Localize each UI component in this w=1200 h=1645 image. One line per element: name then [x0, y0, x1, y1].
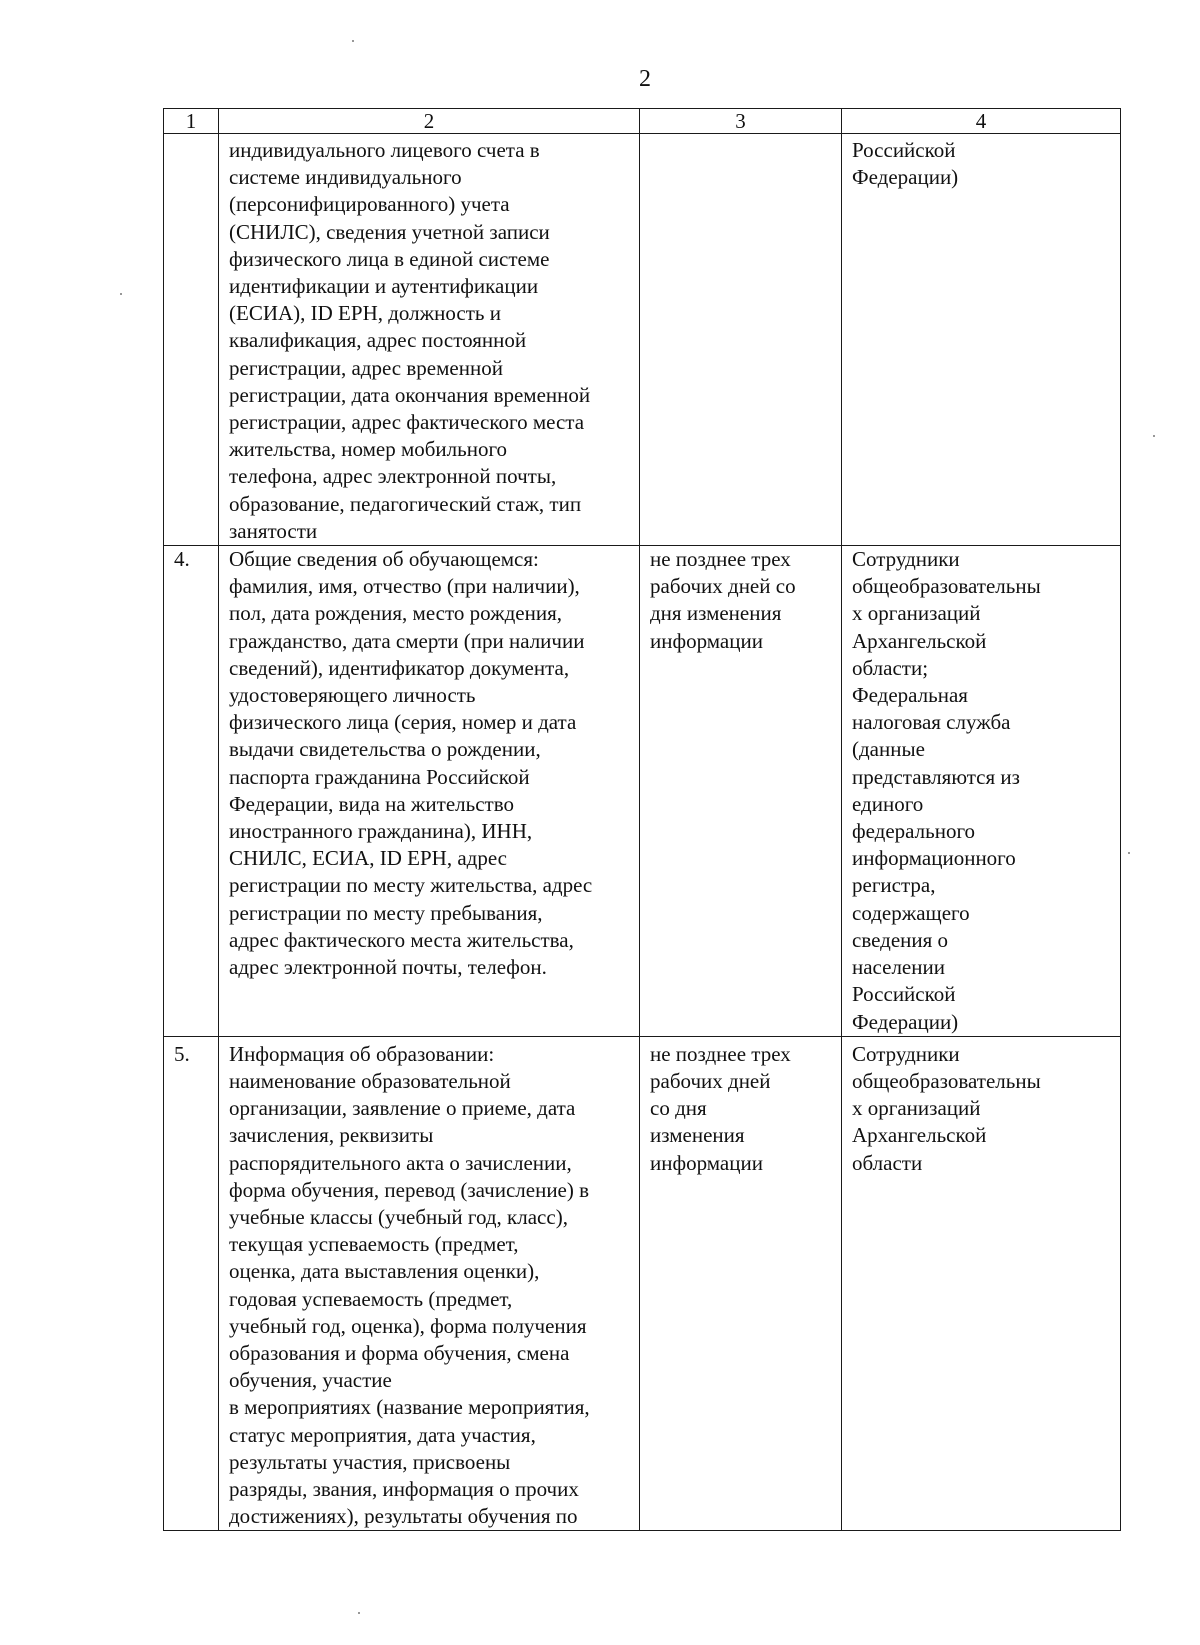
cell-text-line: выдачи свидетельства о рождении, — [229, 737, 541, 762]
cell-text-line: Архангельской — [852, 628, 987, 653]
cell-text-line: СНИЛС, ЕСИА, ID ЕРН, адрес — [229, 846, 508, 871]
cell-text-line: х организаций — [852, 1096, 981, 1121]
cell-text-line: Сотрудники — [852, 1041, 960, 1066]
cell-text-line: регистрации, дата окончания временной — [229, 382, 591, 407]
cell-text-line: квалификация, адрес постоянной — [229, 328, 527, 353]
cell-text-line: организации, заявление о приеме, дата — [229, 1096, 576, 1121]
column-header: 2 — [219, 109, 640, 134]
cell-text-line: (данные — [852, 737, 925, 762]
cell-text-line: (персонифицированного) учета — [229, 192, 510, 217]
cell-text-line: х организаций — [852, 601, 981, 626]
scan-speck — [352, 40, 354, 42]
page-number: 2 — [639, 66, 651, 92]
scan-speck — [1128, 852, 1130, 854]
scan-speck — [120, 293, 122, 295]
recipients-cell — [842, 134, 1121, 546]
table-row — [164, 546, 1121, 1037]
cell-text-line: Общие сведения об обучающемся: — [229, 547, 539, 572]
cell-text-line: образования и форма обучения, смена — [229, 1340, 570, 1365]
cell-text-line: статус мероприятия, дата участия, — [229, 1422, 536, 1447]
cell-text-line: регистрации, адрес фактического места — [229, 410, 585, 435]
recipients-cell — [842, 1036, 1121, 1531]
cell-text-line: (СНИЛС), сведения учетной записи — [229, 219, 550, 244]
cell-text-line: информации — [650, 1150, 763, 1175]
cell-text-line: жительства, номер мобильного — [229, 437, 508, 462]
cell-text-line: населении — [852, 955, 945, 980]
row-number — [164, 134, 219, 546]
cell-text-line: не позднее трех — [650, 547, 791, 572]
cell-text-line: в мероприятиях (название мероприятия, — [229, 1395, 590, 1420]
cell-text-line: Федерации) — [852, 165, 959, 190]
cell-text-line: Российской — [852, 138, 956, 162]
cell-text-line: Архангельской — [852, 1123, 987, 1148]
description-cell — [219, 1036, 640, 1531]
cell-text-line: содержащего — [852, 900, 970, 925]
cell-text-line: физического лица (серия, номер и дата — [229, 710, 577, 735]
cell-text-line: идентификации и аутентификации — [229, 274, 539, 299]
column-header: 3 — [640, 109, 842, 134]
cell-text-line: годовая успеваемость (предмет, — [229, 1286, 513, 1311]
cell-text-line: индивидуального лицевого счета в — [229, 138, 540, 162]
cell-text-line: Федерации) — [852, 1009, 959, 1034]
cell-text-line: налоговая служба — [852, 710, 1011, 735]
cell-text-line: адрес фактического места жительства, — [229, 927, 574, 952]
cell-text-line: регистрации по месту жительства, адрес — [229, 873, 593, 898]
deadline-cell — [640, 134, 842, 546]
cell-text-line: рабочих дней — [650, 1068, 771, 1093]
row-number: 4. — [164, 546, 219, 1037]
cell-text-line: разряды, звания, информация о прочих — [229, 1476, 579, 1501]
cell-text-line: телефона, адрес электронной почты, — [229, 464, 557, 489]
description-cell — [219, 546, 640, 1037]
cell-text-line: адрес электронной почты, телефон. — [229, 955, 547, 980]
cell-text-line: достижениях), результаты обучения по — [229, 1504, 578, 1529]
table-row — [164, 1036, 1121, 1531]
cell-text-line: удостоверяющего личность — [229, 683, 476, 708]
cell-text-line: занятости — [229, 518, 318, 543]
cell-text-line: текущая успеваемость (предмет, — [229, 1232, 519, 1257]
cell-text-line: пол, дата рождения, место рождения, — [229, 601, 563, 626]
cell-text-line: изменения — [650, 1123, 745, 1148]
table-row — [164, 134, 1121, 546]
cell-text-line: учебный год, оценка), форма получения — [229, 1313, 587, 1338]
cell-text-line: фамилия, имя, отчество (при наличии), — [229, 574, 580, 599]
column-header: 1 — [164, 109, 219, 134]
cell-text-line: распорядительного акта о зачислении, — [229, 1150, 572, 1175]
cell-text-line: Федерации, вида на жительство — [229, 791, 514, 816]
cell-text-line: области — [852, 1150, 923, 1175]
cell-text-line: сведений), идентификатор документа, — [229, 655, 570, 680]
cell-text-line: наименование образовательной — [229, 1068, 511, 1093]
cell-text-line: учебные классы (учебный год, класс), — [229, 1204, 568, 1229]
cell-text-line: рабочих дней со — [650, 574, 796, 599]
cell-text-line: зачисления, реквизиты — [229, 1123, 434, 1148]
cell-text-line: со дня — [650, 1096, 707, 1121]
cell-text-line: информации — [650, 628, 763, 653]
row-number: 5. — [164, 1036, 219, 1531]
scan-speck — [358, 1612, 360, 1614]
data-table — [163, 108, 1121, 1531]
cell-text-line: федерального — [852, 819, 976, 844]
cell-text-line: форма обучения, перевод (зачисление) в — [229, 1177, 590, 1202]
cell-text-line: паспорта гражданина Российской — [229, 764, 530, 789]
description-cell — [219, 134, 640, 546]
deadline-cell — [640, 546, 842, 1037]
cell-text-line: регистрации по месту пребывания, — [229, 900, 543, 925]
cell-text-line: Российской — [852, 982, 956, 1007]
cell-text-line: результаты участия, присвоены — [229, 1449, 511, 1474]
cell-text-line: гражданство, дата смерти (при наличии — [229, 628, 585, 653]
cell-text-line: иностранного гражданина), ИНН, — [229, 819, 533, 844]
cell-text-line: оценка, дата выставления оценки), — [229, 1259, 540, 1284]
cell-text-line: общеобразовательны — [852, 1068, 1041, 1093]
cell-text-line: представляются из — [852, 764, 1020, 789]
cell-text-line: не позднее трех — [650, 1041, 791, 1066]
cell-text-line: области; — [852, 655, 929, 680]
cell-text-line: образование, педагогический стаж, тип — [229, 491, 582, 516]
table-header-row — [164, 109, 1121, 134]
cell-text-line: Информация об образовании: — [229, 1041, 495, 1066]
column-header: 4 — [842, 109, 1121, 134]
deadline-cell — [640, 1036, 842, 1531]
cell-text-line: обучения, участие — [229, 1368, 392, 1393]
cell-text-line: физического лица в единой системе — [229, 246, 550, 271]
cell-text-line: Сотрудники — [852, 547, 960, 572]
scan-speck — [1153, 435, 1155, 437]
cell-text-line: Федеральная — [852, 683, 968, 708]
cell-text-line: единого — [852, 791, 924, 816]
cell-text-line: сведения о — [852, 927, 949, 952]
cell-text-line: дня изменения — [650, 601, 782, 626]
cell-text-line: регистрации, адрес временной — [229, 355, 503, 380]
cell-text-line: (ЕСИА), ID ЕРН, должность и — [229, 301, 501, 326]
cell-text-line: общеобразовательны — [852, 574, 1041, 599]
cell-text-line: регистра, — [852, 873, 936, 898]
cell-text-line: системе индивидуального — [229, 165, 462, 190]
recipients-cell — [842, 546, 1121, 1037]
cell-text-line: информационного — [852, 846, 1016, 871]
